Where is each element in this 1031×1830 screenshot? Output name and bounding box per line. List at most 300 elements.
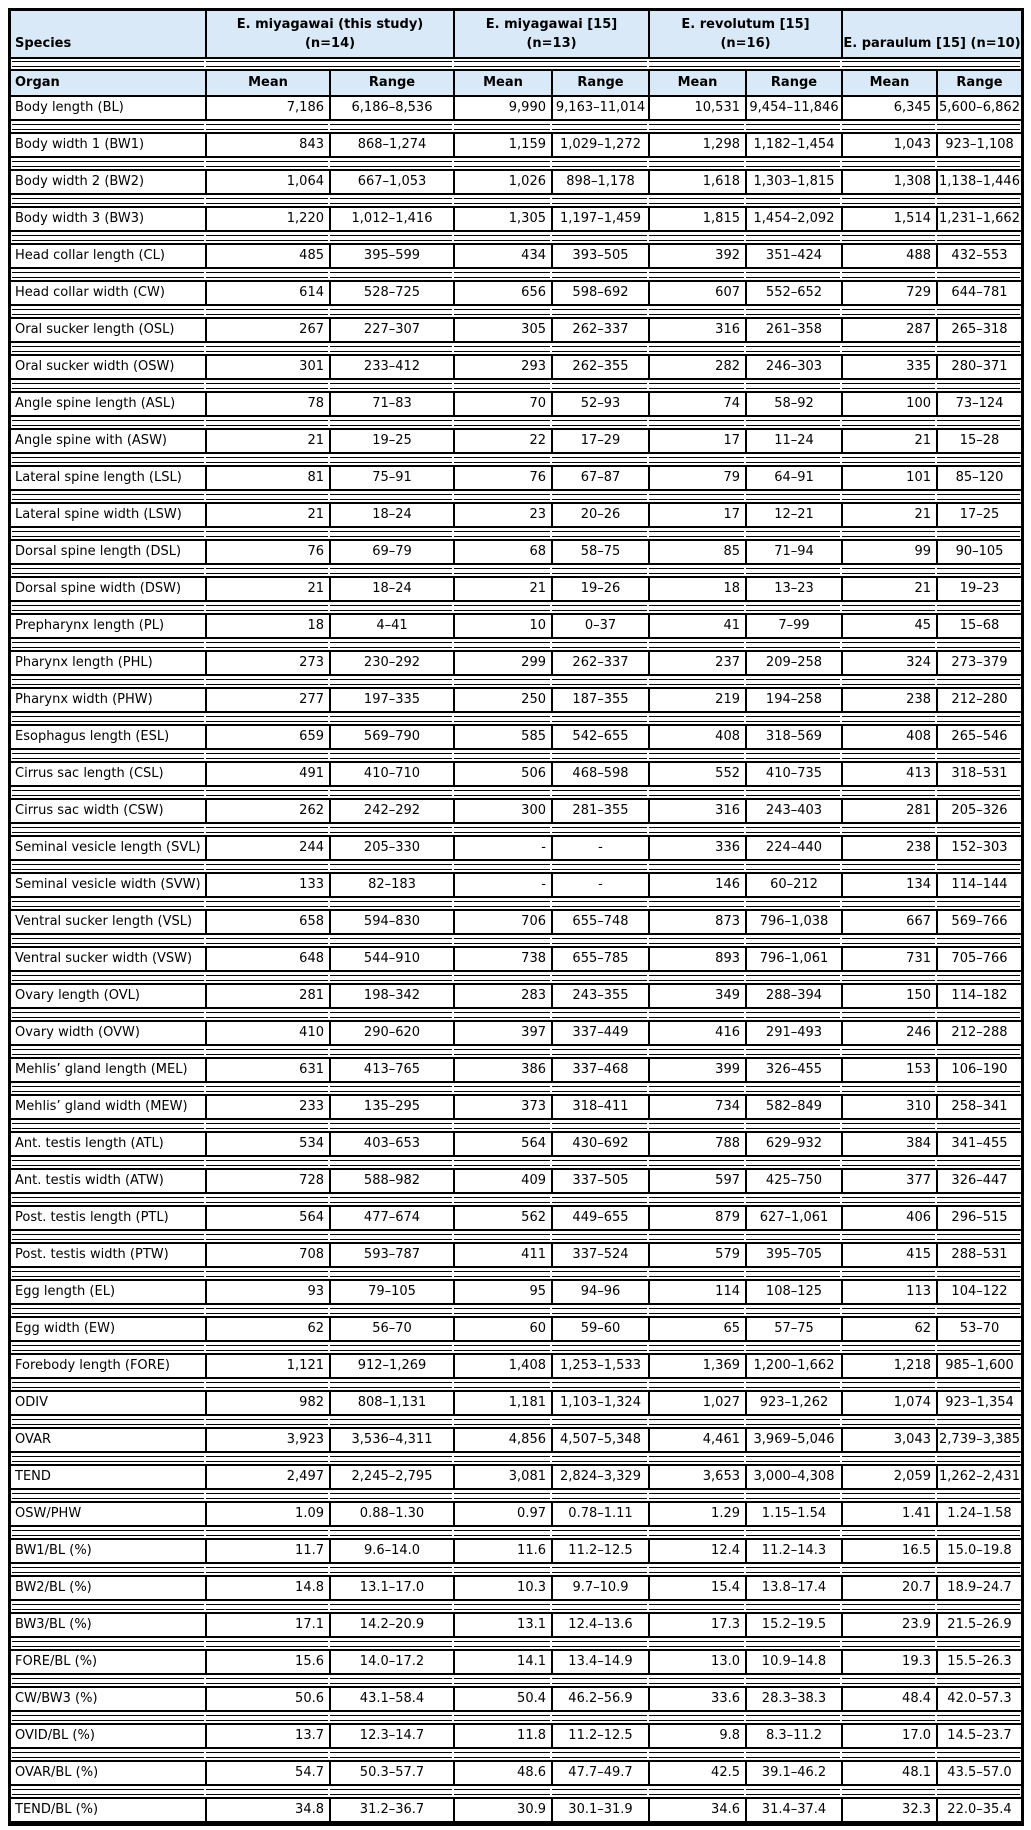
range-cell: 413–765 (329, 1059, 453, 1081)
mean-cell: 41 (648, 615, 745, 637)
row-divider (11, 861, 1021, 872)
mean-cell: 1,308 (841, 171, 936, 193)
organ-cell: Egg length (EL) (15, 1284, 116, 1299)
range-cell: 288–531 (936, 1244, 1021, 1266)
range-cell: 273–379 (936, 652, 1021, 674)
mean-cell: 33.6 (648, 1688, 745, 1710)
organ-cell: Ant. testis width (ATW) (15, 1173, 164, 1188)
mean-cell: 397 (453, 1022, 551, 1044)
range-cell: 528–725 (329, 282, 453, 304)
organ-cell: TEND/BL (%) (15, 1802, 99, 1817)
mean-cell: 873 (648, 911, 745, 933)
species-header-cell (11, 11, 205, 57)
table-row (11, 650, 1021, 676)
table-row (11, 1390, 1021, 1416)
range-cell: 410–735 (745, 763, 841, 785)
mean-cell: 250 (453, 689, 551, 711)
mean-cell: 408 (841, 726, 936, 748)
organ-cell: Seminal vesicle width (SVW) (15, 877, 201, 892)
mean-cell: 54.7 (205, 1762, 329, 1784)
table-row (11, 391, 1021, 417)
organ-cell: Angle spine with (ASW) (15, 433, 167, 448)
mean-cell: 728 (205, 1170, 329, 1192)
row-divider (11, 528, 1021, 539)
organ-cell: Body width 3 (BW3) (15, 211, 145, 226)
mean-cell: 78 (205, 393, 329, 415)
mean-cell: 16.5 (841, 1540, 936, 1562)
mean-cell: 15.6 (205, 1651, 329, 1673)
range-cell: 11–24 (745, 430, 841, 452)
table-row (11, 1427, 1021, 1453)
mean-cell: 15.4 (648, 1577, 745, 1599)
mean-cell: 134 (841, 874, 936, 896)
mean-cell: 658 (205, 911, 329, 933)
mean-cell: 11.6 (453, 1540, 551, 1562)
range-cell: 85–120 (936, 467, 1021, 489)
range-cell: 243–403 (745, 800, 841, 822)
organ-cell: TEND (15, 1469, 51, 1484)
mean-cell: 93 (205, 1281, 329, 1303)
mean-cell: 10.3 (453, 1577, 551, 1599)
mean-cell: 1,618 (648, 171, 745, 193)
mean-cell: 273 (205, 652, 329, 674)
mean-cell: 6,345 (841, 97, 936, 119)
range-cell: 94–96 (551, 1281, 648, 1303)
mean-cell: 1,514 (841, 208, 936, 230)
mean-cell: 893 (648, 948, 745, 970)
range-cell: 1,200–1,662 (745, 1355, 841, 1377)
range-cell: 2,739–3,385 (936, 1429, 1021, 1451)
row-divider (11, 1194, 1021, 1205)
mean-cell: 667 (841, 911, 936, 933)
range-cell: 13–23 (745, 578, 841, 600)
range-cell: 337–505 (551, 1170, 648, 1192)
range-cell: 1,253–1,533 (551, 1355, 648, 1377)
range-cell: 9.6–14.0 (329, 1540, 453, 1562)
mean-cell: 1,305 (453, 208, 551, 230)
range-cell: 410–710 (329, 763, 453, 785)
mean-cell: 1,026 (453, 171, 551, 193)
mean-cell: 13.7 (205, 1725, 329, 1747)
organ-cell: OSW/PHW (15, 1506, 82, 1521)
mean-cell: 70 (453, 393, 551, 415)
mean-cell: 399 (648, 1059, 745, 1081)
mean-cell: 50.6 (205, 1688, 329, 1710)
mean-cell: 506 (453, 763, 551, 785)
mean-cell: 246 (841, 1022, 936, 1044)
row-divider (11, 1601, 1021, 1612)
mean-cell: 233 (205, 1096, 329, 1118)
table-row (11, 724, 1021, 750)
range-cell: 39.1–46.2 (745, 1762, 841, 1784)
range-cell: 19–23 (936, 578, 1021, 600)
mean-cell: 1,027 (648, 1392, 745, 1414)
row-divider (11, 565, 1021, 576)
range-header-cell-2: Range (551, 71, 648, 95)
range-cell: 265–318 (936, 319, 1021, 341)
table-row (11, 983, 1021, 1009)
organ-cell: Cirrus sac length (CSL) (15, 766, 164, 781)
row-divider (11, 1416, 1021, 1427)
organ-cell: Pharynx width (PHW) (15, 692, 153, 707)
row-divider (11, 972, 1021, 983)
range-cell: 796–1,061 (745, 948, 841, 970)
range-cell: 923–1,108 (936, 134, 1021, 156)
range-cell: 923–1,262 (745, 1392, 841, 1414)
range-cell: 552–652 (745, 282, 841, 304)
row-divider (11, 1638, 1021, 1649)
range-cell: 19–26 (551, 578, 648, 600)
organ-cell: Lateral spine width (LSW) (15, 507, 182, 522)
mean-cell: 324 (841, 652, 936, 674)
mean-cell: 100 (841, 393, 936, 415)
table-row (11, 428, 1021, 454)
mean-cell: 281 (205, 985, 329, 1007)
table-row (11, 1057, 1021, 1083)
row-divider (11, 1453, 1021, 1464)
range-cell: 449–655 (551, 1207, 648, 1229)
mean-cell: 585 (453, 726, 551, 748)
mean-cell: 3,653 (648, 1466, 745, 1488)
range-cell: 242–292 (329, 800, 453, 822)
mean-cell: 10,531 (648, 97, 745, 119)
row-divider (11, 343, 1021, 354)
mean-cell: 392 (648, 245, 745, 267)
range-cell: 31.2–36.7 (329, 1799, 453, 1821)
table-header-organ-row (11, 69, 1021, 95)
mean-cell: 788 (648, 1133, 745, 1155)
mean-cell: 1,298 (648, 134, 745, 156)
range-cell: 246–303 (745, 356, 841, 378)
row-divider (11, 158, 1021, 169)
table-row (11, 95, 1021, 121)
mean-cell: 17.3 (648, 1614, 745, 1636)
mean-cell: 406 (841, 1207, 936, 1229)
range-cell: 14.0–17.2 (329, 1651, 453, 1673)
mean-cell: 293 (453, 356, 551, 378)
mean-cell: 10 (453, 615, 551, 637)
range-cell: 1,182–1,454 (745, 134, 841, 156)
mean-cell: 4,856 (453, 1429, 551, 1451)
range-cell: 898–1,178 (551, 171, 648, 193)
range-cell: 13.8–17.4 (745, 1577, 841, 1599)
table-row (11, 798, 1021, 824)
group-header-miyagawai-15: E. miyagawai [15] (n=13) (453, 11, 648, 57)
mean-cell: 14.1 (453, 1651, 551, 1673)
range-cell: 0.78–1.11 (551, 1503, 648, 1525)
group-header-miyagawai-this-study: E. miyagawai (this study) (n=14) (205, 11, 453, 57)
mean-cell: 21 (453, 578, 551, 600)
range-cell: 2,245–2,795 (329, 1466, 453, 1488)
range-cell: 0.88–1.30 (329, 1503, 453, 1525)
mean-cell: 485 (205, 245, 329, 267)
range-cell: 58–75 (551, 541, 648, 563)
range-cell: 667–1,053 (329, 171, 453, 193)
mean-cell: 23 (453, 504, 551, 526)
mean-cell: 282 (648, 356, 745, 378)
range-cell: 1,262–2,431 (936, 1466, 1021, 1488)
mean-cell: 564 (205, 1207, 329, 1229)
range-cell: 205–326 (936, 800, 1021, 822)
range-cell: 114–144 (936, 874, 1021, 896)
row-divider (11, 1083, 1021, 1094)
row-divider (11, 750, 1021, 761)
range-cell: 985–1,600 (936, 1355, 1021, 1377)
mean-cell: 95 (453, 1281, 551, 1303)
range-cell: 13.4–14.9 (551, 1651, 648, 1673)
table-row (11, 354, 1021, 380)
range-cell: 326–447 (936, 1170, 1021, 1192)
mean-cell: 738 (453, 948, 551, 970)
range-cell: 60–212 (745, 874, 841, 896)
organ-cell: OVID/BL (%) (15, 1728, 95, 1743)
mean-cell: 114 (648, 1281, 745, 1303)
mean-cell: 9.8 (648, 1725, 745, 1747)
mean-cell: 3,043 (841, 1429, 936, 1451)
range-cell: 291–493 (745, 1022, 841, 1044)
range-cell: 71–94 (745, 541, 841, 563)
row-divider (11, 1490, 1021, 1501)
row-divider (11, 1379, 1021, 1390)
organ-cell: Oral sucker width (OSW) (15, 359, 175, 374)
range-cell: 644–781 (936, 282, 1021, 304)
range-cell: 9.7–10.9 (551, 1577, 648, 1599)
mean-cell: 534 (205, 1133, 329, 1155)
mean-cell: 150 (841, 985, 936, 1007)
table-row (11, 1723, 1021, 1749)
range-cell: 14.2–20.9 (329, 1614, 453, 1636)
range-cell: 4–41 (329, 615, 453, 637)
range-cell: 42.0–57.3 (936, 1688, 1021, 1710)
organ-cell: Ventral sucker width (VSW) (15, 951, 193, 966)
table-row (11, 1279, 1021, 1305)
mean-cell: 50.4 (453, 1688, 551, 1710)
mean-cell: - (453, 874, 551, 896)
row-divider (11, 380, 1021, 391)
mean-cell: 1,181 (453, 1392, 551, 1414)
row-divider (11, 639, 1021, 650)
row-divider (11, 121, 1021, 132)
range-cell: 30.1–31.9 (551, 1799, 648, 1821)
organ-cell: CW/BW3 (%) (15, 1691, 98, 1706)
mean-cell: 14.8 (205, 1577, 329, 1599)
range-cell: 290–620 (329, 1022, 453, 1044)
mean-cell: 607 (648, 282, 745, 304)
range-cell: 197–335 (329, 689, 453, 711)
range-cell: 21.5–26.9 (936, 1614, 1021, 1636)
range-cell: 9,163–11,014 (551, 97, 648, 119)
row-divider (11, 1564, 1021, 1575)
mean-cell: 982 (205, 1392, 329, 1414)
mean-cell: 734 (648, 1096, 745, 1118)
mean-cell: 20.7 (841, 1577, 936, 1599)
mean-cell: 17 (648, 504, 745, 526)
mean-cell: 65 (648, 1318, 745, 1340)
row-divider (11, 935, 1021, 946)
range-cell: 468–598 (551, 763, 648, 785)
organ-cell: Body length (BL) (15, 100, 124, 115)
mean-cell: 386 (453, 1059, 551, 1081)
mean-cell: 731 (841, 948, 936, 970)
range-cell: 22.0–35.4 (936, 1799, 1021, 1821)
mean-cell: 74 (648, 393, 745, 415)
range-cell: 12–21 (745, 504, 841, 526)
mean-cell: 21 (205, 430, 329, 452)
range-cell: 18.9–24.7 (936, 1577, 1021, 1599)
mean-cell: 76 (453, 467, 551, 489)
organ-cell: Forebody length (FORE) (15, 1358, 170, 1373)
range-cell: 71–83 (329, 393, 453, 415)
mean-cell: 648 (205, 948, 329, 970)
mean-cell: 1,220 (205, 208, 329, 230)
mean-cell: 287 (841, 319, 936, 341)
range-cell: 341–455 (936, 1133, 1021, 1155)
range-cell: 75–91 (329, 467, 453, 489)
mean-cell: 0.97 (453, 1503, 551, 1525)
mean-cell: 2,059 (841, 1466, 936, 1488)
range-cell: 104–122 (936, 1281, 1021, 1303)
mean-cell: 34.8 (205, 1799, 329, 1821)
range-cell: 593–787 (329, 1244, 453, 1266)
mean-cell: 18 (205, 615, 329, 637)
organ-cell: FORE/BL (%) (15, 1654, 98, 1669)
mean-cell: 706 (453, 911, 551, 933)
table-row (11, 132, 1021, 158)
mean-cell: 843 (205, 134, 329, 156)
mean-cell: 879 (648, 1207, 745, 1229)
row-divider (11, 898, 1021, 909)
range-cell: 318–411 (551, 1096, 648, 1118)
table-row (11, 1575, 1021, 1601)
table-row (11, 946, 1021, 972)
mean-cell: 17.0 (841, 1725, 936, 1747)
mean-cell: 373 (453, 1096, 551, 1118)
mean-header-cell-3: Mean (648, 71, 745, 95)
mean-cell: 349 (648, 985, 745, 1007)
mean-cell: - (453, 837, 551, 859)
row-divider (11, 1157, 1021, 1168)
table-row (11, 909, 1021, 935)
mean-cell: 48.4 (841, 1688, 936, 1710)
mean-cell: 21 (841, 578, 936, 600)
range-cell: 326–455 (745, 1059, 841, 1081)
range-cell: 233–412 (329, 356, 453, 378)
mean-cell: 244 (205, 837, 329, 859)
range-cell: 46.2–56.9 (551, 1688, 648, 1710)
row-divider (11, 824, 1021, 835)
mean-cell: 277 (205, 689, 329, 711)
mean-cell: 614 (205, 282, 329, 304)
range-cell: 198–342 (329, 985, 453, 1007)
mean-cell: 310 (841, 1096, 936, 1118)
range-cell: 4,507–5,348 (551, 1429, 648, 1451)
organ-cell: Mehlis’ gland width (MEW) (15, 1099, 188, 1114)
range-cell: 808–1,131 (329, 1392, 453, 1414)
range-cell: 318–569 (745, 726, 841, 748)
table-row (11, 1353, 1021, 1379)
mean-cell: 708 (205, 1244, 329, 1266)
mean-cell: 113 (841, 1281, 936, 1303)
range-cell: 43.5–57.0 (936, 1762, 1021, 1784)
table-row (11, 1501, 1021, 1527)
range-cell: 337–524 (551, 1244, 648, 1266)
range-cell: 11.2–14.3 (745, 1540, 841, 1562)
range-cell: 52–93 (551, 393, 648, 415)
range-cell: 19–25 (329, 430, 453, 452)
mean-cell: 146 (648, 874, 745, 896)
range-cell: 0–37 (551, 615, 648, 637)
range-cell: 28.3–38.3 (745, 1688, 841, 1710)
range-cell: 1,138–1,446 (936, 171, 1021, 193)
mean-cell: 133 (205, 874, 329, 896)
mean-cell: 7,186 (205, 97, 329, 119)
mean-cell: 21 (841, 504, 936, 526)
mean-cell: 316 (648, 800, 745, 822)
range-cell: 351–424 (745, 245, 841, 267)
table-row (11, 1131, 1021, 1157)
group-header-revolutum-15: E. revolutum [15] (n=16) (648, 11, 841, 57)
row-divider (11, 1305, 1021, 1316)
row-divider (11, 676, 1021, 687)
mean-cell: 17 (648, 430, 745, 452)
species-header-label: Species (15, 36, 72, 51)
mean-cell: 23.9 (841, 1614, 936, 1636)
mean-cell: 42.5 (648, 1762, 745, 1784)
mean-header-cell-2: Mean (453, 71, 551, 95)
table-row (11, 1797, 1021, 1823)
table-row (11, 169, 1021, 195)
range-cell: 47.7–49.7 (551, 1762, 648, 1784)
morphometrics-table (8, 8, 1024, 1826)
range-cell: 31.4–37.4 (745, 1799, 841, 1821)
organ-cell: Head collar width (CW) (15, 285, 165, 300)
range-cell: 1,103–1,324 (551, 1392, 648, 1414)
range-cell: 542–655 (551, 726, 648, 748)
table-row (11, 1649, 1021, 1675)
range-cell: 15–28 (936, 430, 1021, 452)
range-cell: 79–105 (329, 1281, 453, 1303)
range-cell: 796–1,038 (745, 911, 841, 933)
mean-cell: 19.3 (841, 1651, 936, 1673)
range-cell: 868–1,274 (329, 134, 453, 156)
table-row (11, 687, 1021, 713)
range-cell: 655–748 (551, 911, 648, 933)
range-cell: 280–371 (936, 356, 1021, 378)
mean-cell: 411 (453, 1244, 551, 1266)
table-row (11, 502, 1021, 528)
range-cell: 90–105 (936, 541, 1021, 563)
row-divider (11, 454, 1021, 465)
table-row (11, 1760, 1021, 1786)
table-row (11, 576, 1021, 602)
mean-header-cell-1: Mean (205, 71, 329, 95)
mean-cell: 62 (205, 1318, 329, 1340)
group-header-paraulum-15: E. paraulum [15] (n=10) (841, 11, 1021, 57)
mean-cell: 18 (648, 578, 745, 600)
mean-cell: 48.6 (453, 1762, 551, 1784)
range-cell: 477–674 (329, 1207, 453, 1229)
row-divider (11, 195, 1021, 206)
mean-cell: 99 (841, 541, 936, 563)
mean-cell: 2,497 (205, 1466, 329, 1488)
table-row (11, 835, 1021, 861)
mean-cell: 416 (648, 1022, 745, 1044)
mean-cell: 564 (453, 1133, 551, 1155)
table-row (11, 1612, 1021, 1638)
organ-cell: Seminal vesicle length (SVL) (15, 840, 201, 855)
row-divider (11, 1749, 1021, 1760)
organ-cell: Ovary length (OVL) (15, 988, 140, 1003)
